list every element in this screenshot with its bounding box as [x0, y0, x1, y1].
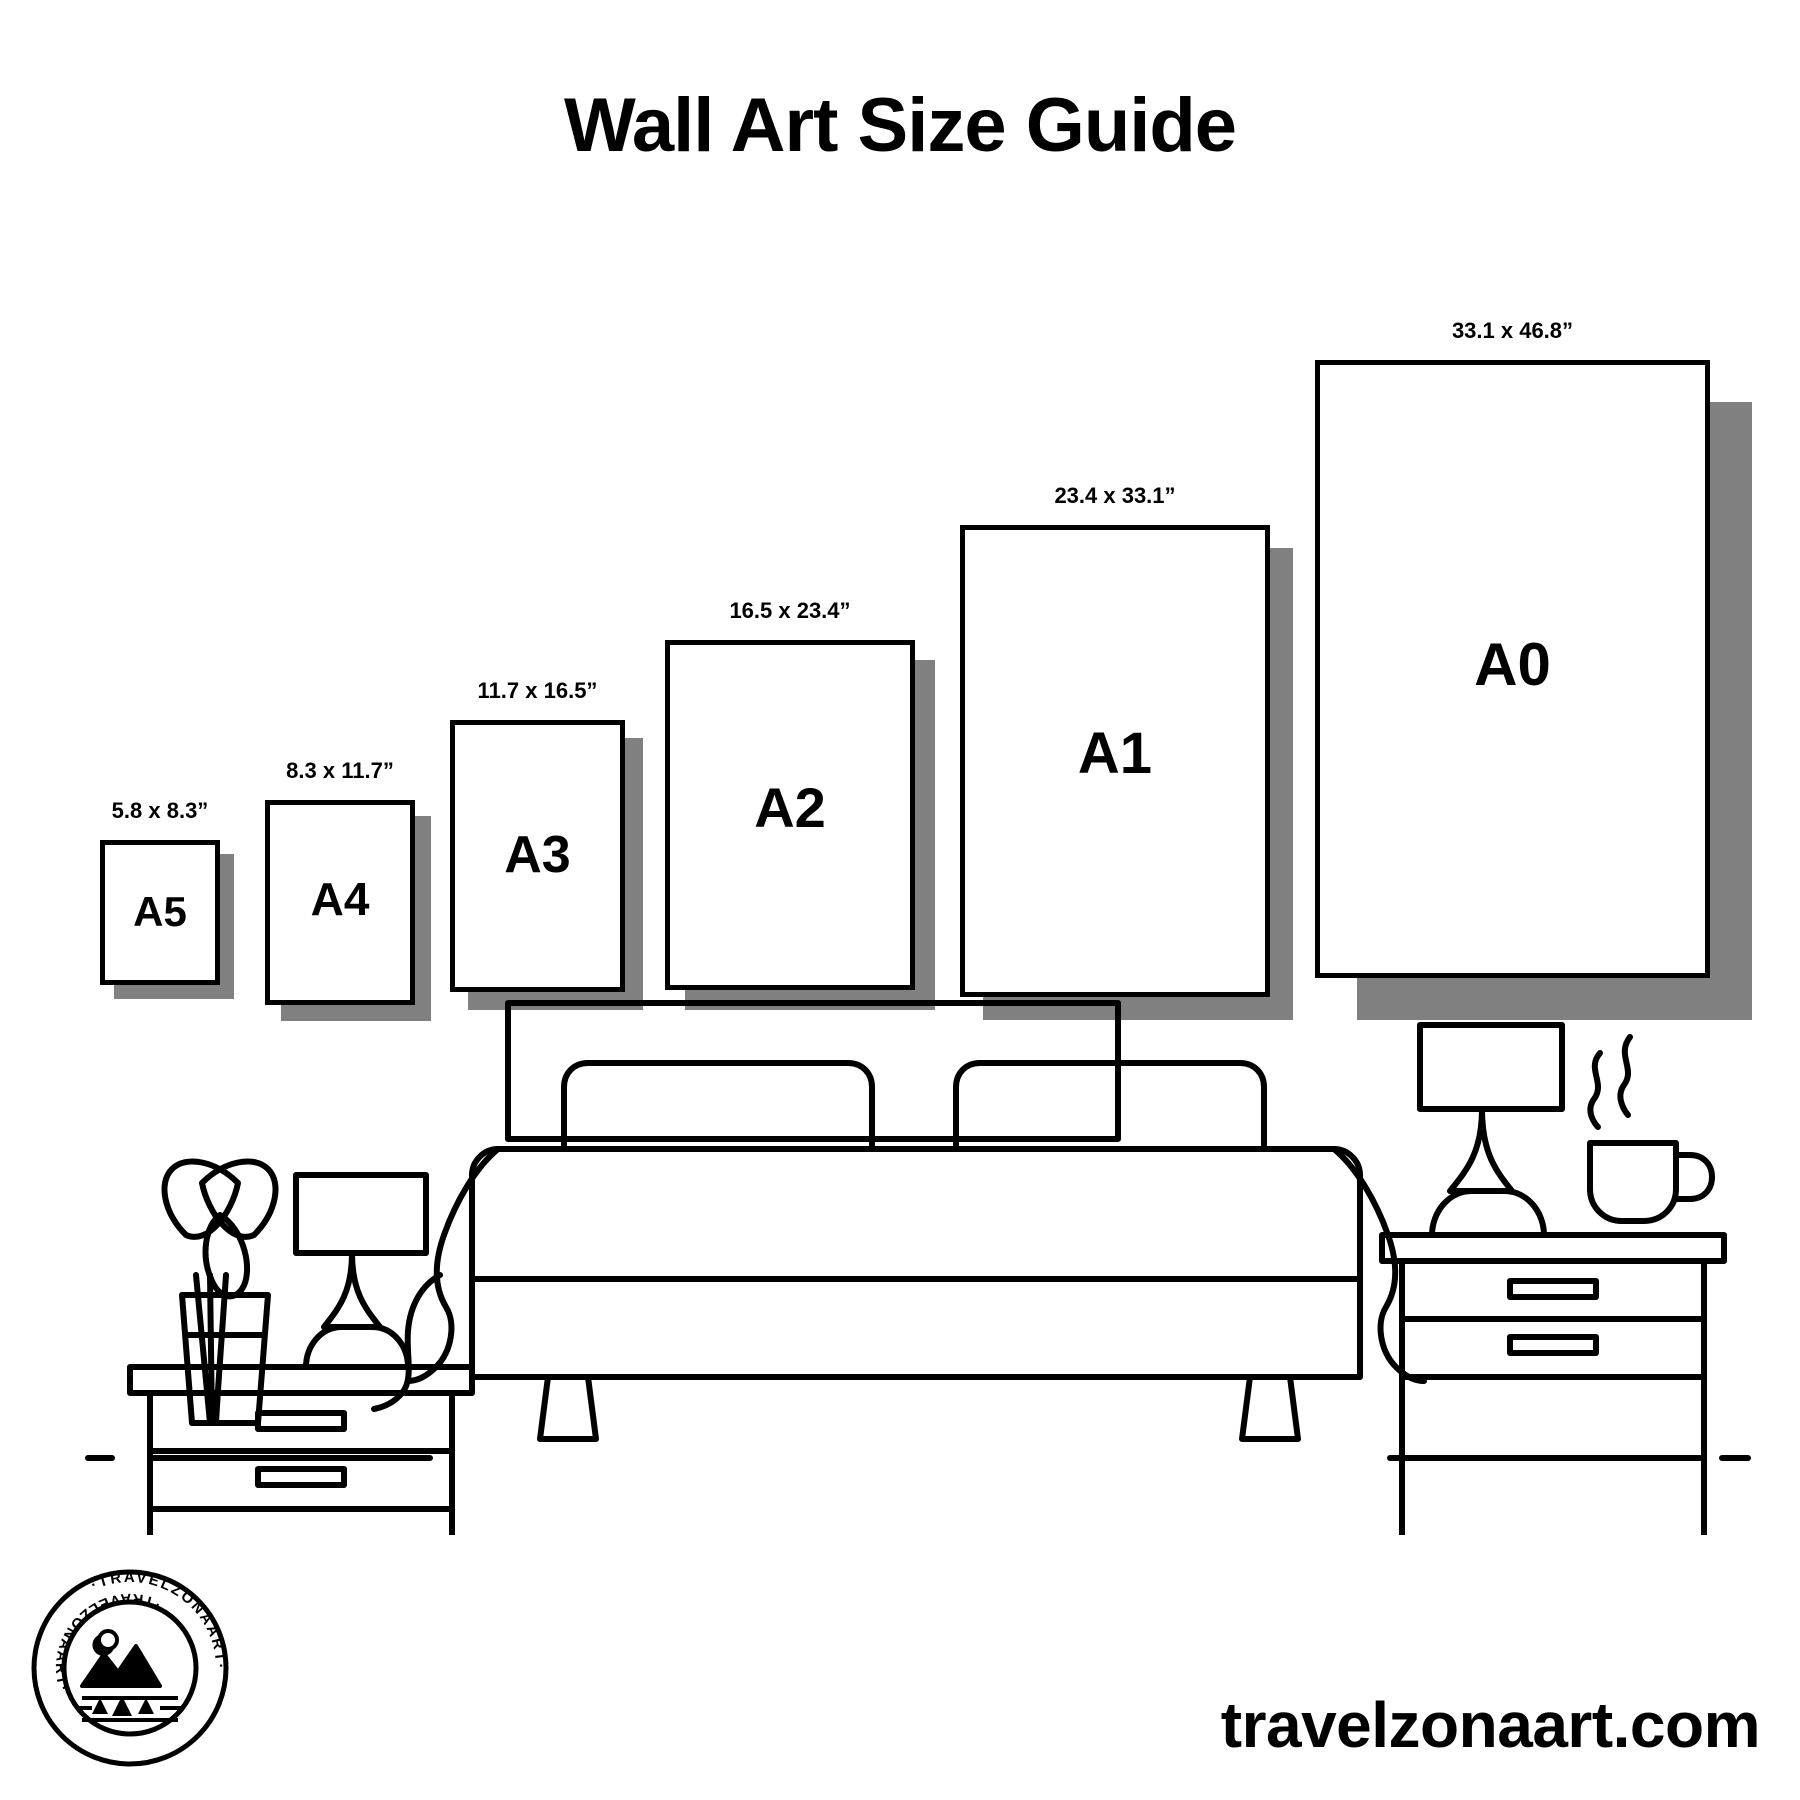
- svg-text:·TRAVELZONAART·: [88, 1569, 229, 1671]
- frame-name-a5: A5: [133, 888, 187, 935]
- bedroom-scene: [0, 975, 1800, 1535]
- logo-mountain-scene: [76, 1631, 182, 1720]
- frame-dimensions-a2: 16.5 x 23.4”: [729, 598, 851, 623]
- size-chart: [0, 280, 1800, 1020]
- frame-dimensions-a5: 5.8 x 8.3”: [111, 798, 209, 823]
- brand-logo[interactable]: [30, 1568, 230, 1768]
- vase-with-plant: [164, 1161, 275, 1423]
- page-title: Wall Art Size Guide: [563, 83, 1237, 168]
- frame-group-a0[interactable]: [1315, 318, 1710, 1020]
- frame-dimensions-a4: 8.3 x 11.7”: [286, 758, 394, 783]
- coffee-cup: [1590, 1037, 1712, 1221]
- frame-group-a2[interactable]: [665, 598, 915, 1020]
- frame-name-a2: A2: [754, 776, 826, 839]
- frame-name-a4: A4: [310, 873, 370, 925]
- logo-text-inner: ·TRAVELZONAART·: [51, 1589, 164, 1696]
- frame-name-a3: A3: [504, 826, 571, 884]
- frame-name-a0: A0: [1474, 631, 1551, 698]
- frame-dimensions-a0: 33.1 x 46.8”: [1451, 318, 1574, 343]
- nightstand-left: [130, 1367, 472, 1535]
- logo-text-outer: ·TRAVELZONAART·: [88, 1568, 230, 1671]
- nightstand-right: [1382, 1235, 1724, 1535]
- site-url[interactable]: travelzonaart.com: [1220, 1689, 1760, 1761]
- frame-group-a1[interactable]: [960, 483, 1270, 1020]
- frame-dimensions-a1: 23.4 x 33.1”: [1054, 483, 1176, 508]
- table-lamp-right: [1420, 1025, 1562, 1235]
- frame-name-a1: A1: [1077, 721, 1153, 786]
- frame-dimensions-a3: 11.7 x 16.5”: [477, 678, 598, 703]
- bed: [374, 1003, 1424, 1439]
